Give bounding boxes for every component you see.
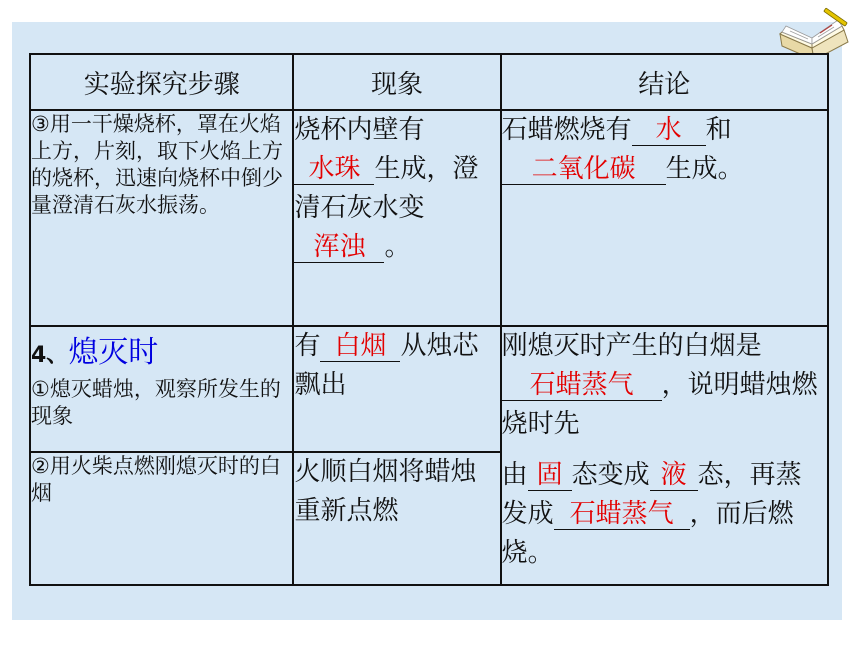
answer-blank: 石蜡蒸气 (554, 499, 690, 530)
conclusion-text: 态，再蒸发成 (501, 460, 802, 529)
step-title: 熄灭时 (68, 335, 159, 370)
answer-blank: 液 (650, 460, 698, 491)
step-text: ②用火柴点燃刚熄灭时的白烟 (31, 454, 281, 505)
conclusion-cell (501, 110, 828, 326)
answer-blank: 水 (632, 115, 706, 146)
header-steps: 实验探究步骤 (30, 54, 293, 110)
phenomenon-text: 从烛芯飘出 (294, 331, 479, 400)
answer-blank: 水珠 (294, 154, 374, 185)
conclusion-text: 态变成 (571, 460, 650, 490)
step-cell (30, 452, 293, 585)
answer-blank: 浑浊 (294, 232, 384, 263)
table-row (30, 110, 828, 326)
table-row (30, 326, 828, 452)
phenomenon-text: 生成，澄清石灰水变 (294, 154, 479, 223)
phenomenon-cell (293, 452, 500, 585)
answer-blank: 二氧化碳 (502, 154, 666, 185)
step-cell (30, 110, 293, 326)
step-text: ③用一干燥烧杯，罩在火焰上方，片刻，取下火焰上方的烧杯，迅速向烧杯中倒少量澄清石灰水振荡。 (31, 112, 283, 217)
table-header-row (30, 54, 828, 110)
answer-blank: 石蜡蒸气 (502, 370, 662, 401)
experiment-table (29, 53, 829, 586)
conclusion-text: ，而后燃烧。 (501, 499, 794, 568)
conclusion-text: ，说明蜡烛燃烧时先 (501, 370, 818, 439)
phenomenon-text: 有 (294, 331, 321, 361)
phenomenon-text: 火顺白烟将蜡烛重新点燃 (294, 457, 477, 526)
conclusion-text: 刚熄灭时产生的白烟是 (501, 331, 762, 361)
header-phenomenon: 现象 (293, 54, 500, 110)
conclusion-text: 生成。 (665, 154, 744, 184)
conclusion-text: 由 (501, 460, 528, 490)
header-conclusion: 结论 (501, 54, 828, 110)
conclusion-cell (501, 326, 828, 585)
phenomenon-cell (293, 110, 500, 326)
phenomenon-text: 。 (384, 232, 411, 262)
phenomenon-cell (293, 326, 500, 452)
step-number: 4、 (31, 343, 69, 368)
phenomenon-text: 烧杯内壁有 (294, 115, 425, 145)
conclusion-text: 和 (705, 115, 732, 145)
answer-blank: 固 (528, 460, 572, 491)
answer-blank: 白烟 (320, 331, 400, 362)
conclusion-text: 石蜡燃烧有 (501, 115, 632, 145)
step-cell (30, 326, 293, 452)
step-text: ①熄灭蜡烛，观察所发生的现象 (31, 377, 281, 428)
